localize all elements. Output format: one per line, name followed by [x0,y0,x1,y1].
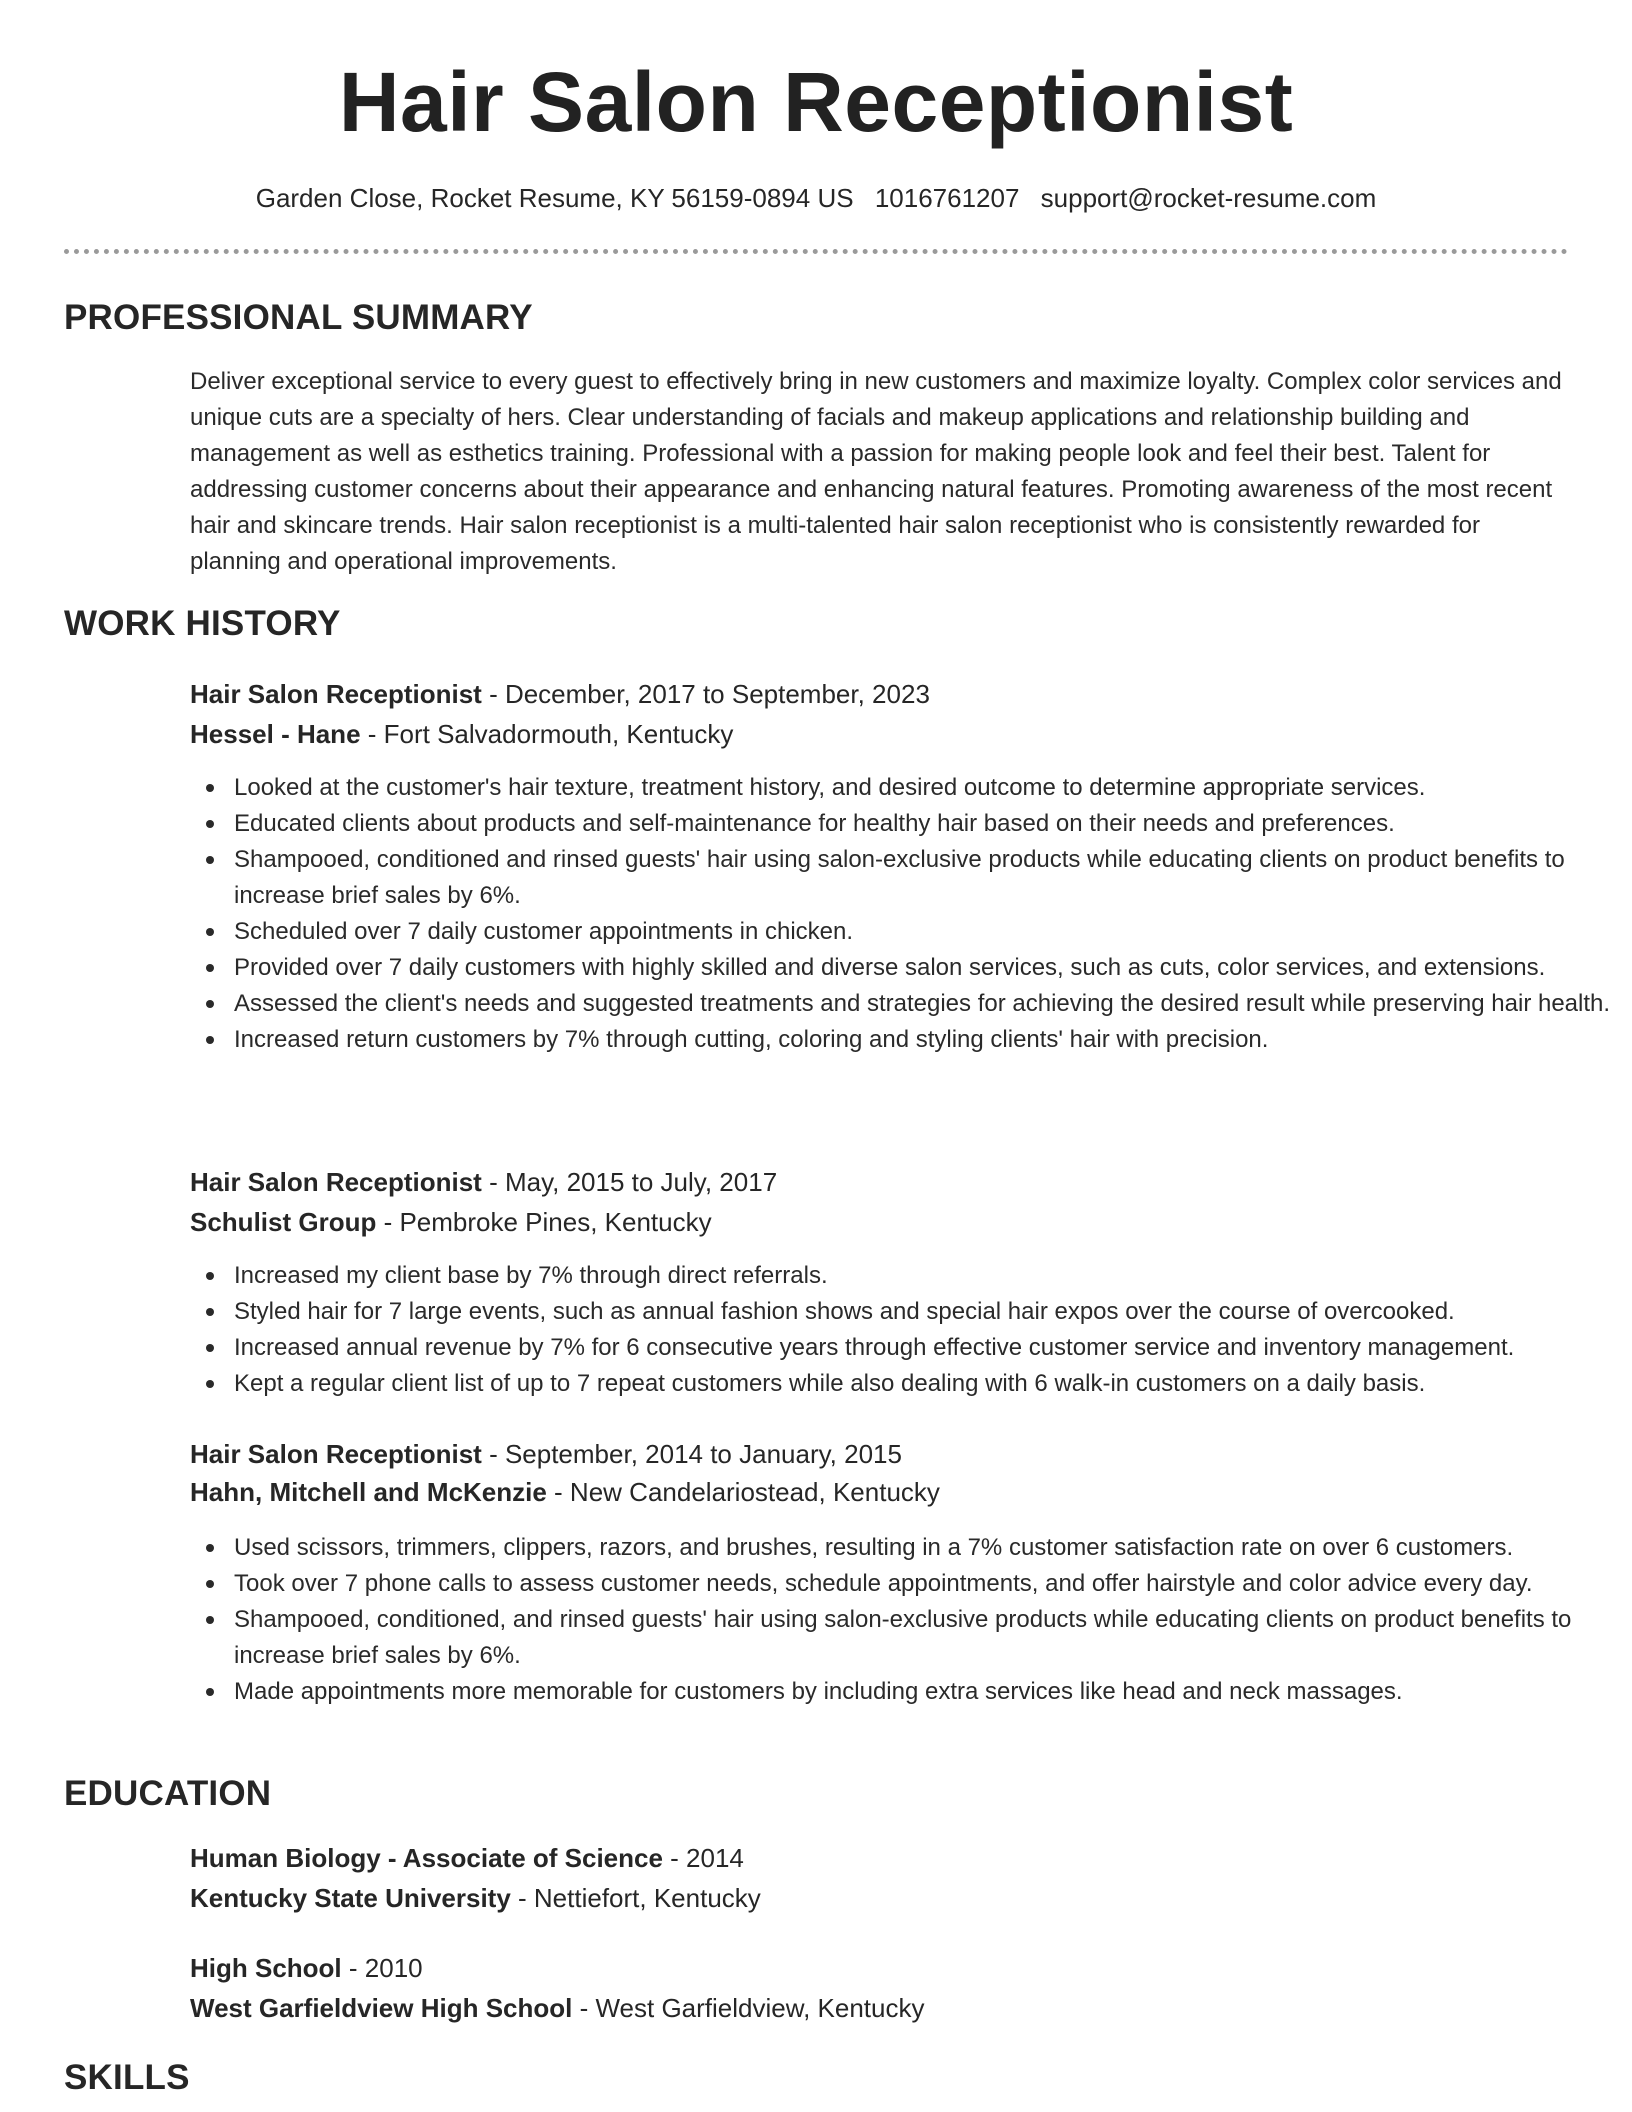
list-item: Made appointments more memorable for customers by including extra services like head and neck massages. [234,1674,1614,1710]
phone: 1016761207 [874,183,1020,213]
education-degree: Human Biology - Associate of Science [190,1843,663,1873]
job-title-line [190,1436,902,1472]
job-location: - Fort Salvadormouth, Kentucky [360,719,734,749]
list-item: Looked at the customer's hair texture, treatment history, and desired outcome to determine appropriate services. [234,770,1614,806]
education-degree-line [190,1840,744,1876]
contact-info [0,180,1632,216]
list-item: Shampooed, conditioned, and rinsed guests' hair using salon-exclusive products while educating clients on product benefits to increase brief sales by 6%. [234,1602,1614,1674]
education-year: - 2010 [341,1953,423,1983]
education-degree-line [190,1950,423,1986]
job-location: - New Candelariostead, Kentucky [546,1477,940,1507]
list-item: Educated clients about products and self-maintenance for healthy hair based on their needs and preferences. [234,806,1614,842]
job-title-line [190,676,930,712]
job-title: Hair Salon Receptionist [190,1167,482,1197]
list-item: Scheduled over 7 daily customer appointments in chicken. [234,914,1614,950]
job-location: - Pembroke Pines, Kentucky [376,1207,712,1237]
job-bullets [190,770,1614,1058]
candidate-name: Hair Salon Receptionist [338,55,1294,149]
education-school-line [190,1880,761,1916]
job-title: Hair Salon Receptionist [190,679,482,709]
job-dates: - December, 2017 to September, 2023 [481,679,930,709]
job-dates: - September, 2014 to January, 2015 [481,1439,902,1469]
list-item: Increased annual revenue by 7% for 6 consecutive years through effective customer service and inventory management. [234,1330,1614,1366]
job-bullets [190,1258,1614,1402]
section-title-skills: SKILLS [64,2058,190,2097]
list-item: Used scissors, trimmers, clippers, razors, and brushes, resulting in a 7% customer satisfaction rate on over 6 customers. [234,1530,1614,1566]
education-location: - West Garfieldview, Kentucky [572,1993,925,2023]
address: Garden Close, Rocket Resume, KY 56159-0894 US [255,183,854,213]
section-title-education: EDUCATION [64,1774,272,1813]
job-company: Hessel - Hane [190,719,361,749]
list-item: Assessed the client's needs and suggested treatments and strategies for achieving the desired result while preserving hair health. [234,986,1614,1022]
education-school-line [190,1990,924,2026]
education-school: Kentucky State University [190,1883,511,1913]
job-title: Hair Salon Receptionist [190,1439,482,1469]
job-company-line [190,716,733,752]
list-item: Increased my client base by 7% through direct referrals. [234,1258,1614,1294]
section-title-summary: PROFESSIONAL SUMMARY [64,298,533,337]
job-company-line [190,1204,712,1240]
job-company: Schulist Group [190,1207,377,1237]
header-divider [64,249,1568,254]
job-company-line [190,1474,940,1510]
list-item: Took over 7 phone calls to assess customer needs, schedule appointments, and offer hairstyle and color advice every day. [234,1566,1614,1602]
list-item: Provided over 7 daily customers with highly skilled and diverse salon services, such as cuts, color services, and extensions. [234,950,1614,986]
education-school: West Garfieldview High School [190,1993,573,2023]
job-bullets [190,1530,1614,1710]
job-dates: - May, 2015 to July, 2017 [481,1167,778,1197]
list-item: Shampooed, conditioned and rinsed guests' hair using salon-exclusive products while educating clients on product benefits to increase brief sales by 6%. [234,842,1614,914]
job-title-line [190,1164,777,1200]
education-location: - Nettiefort, Kentucky [510,1883,761,1913]
email[interactable]: support@rocket-resume.com [1040,183,1377,213]
job-company: Hahn, Mitchell and McKenzie [190,1477,547,1507]
education-year: - 2014 [662,1843,744,1873]
section-title-work-history: WORK HISTORY [64,604,341,643]
summary-text: Deliver exceptional service to every guest to effectively bring in new customers and maximize loyalty. Complex color services and unique cuts are a specialty of hers. Clear understanding of facials and makeup applications and relationship building and management as well as esthetics training. Professional with a passion for making people look and feel their best. Talent for addressing customer concerns about their appearance and enhancing natural features. Promoting awareness of the most recent hair and skincare trends. Hair salon receptionist is a multi-talented hair salon receptionist who is consistently rewarded for planning and operational improvements. [190,368,1562,575]
education-degree: High School [190,1953,342,1983]
list-item: Increased return customers by 7% through cutting, coloring and styling clients' hair with precision. [234,1022,1614,1058]
list-item: Kept a regular client list of up to 7 repeat customers while also dealing with 6 walk-in customers on a daily basis. [234,1366,1614,1402]
list-item: Styled hair for 7 large events, such as annual fashion shows and special hair expos over the course of overcooked. [234,1294,1614,1330]
